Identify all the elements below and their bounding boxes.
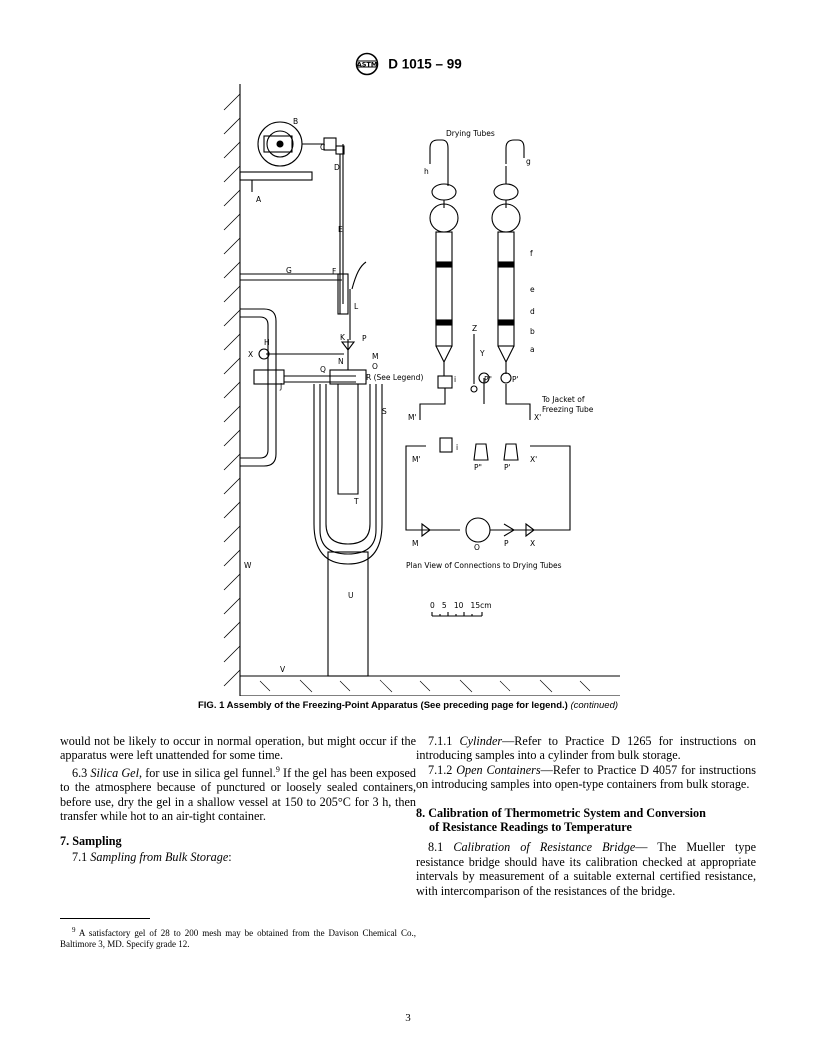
label-q: Q: [320, 365, 326, 374]
page-number: 3: [405, 1012, 411, 1024]
heading-line-2: of Resistance Readings to Temperature: [429, 820, 632, 835]
figure-caption: [0, 700, 816, 711]
section-text-2: If the gel has been exposed to the atmosphere because of punctured or loosely sealed containers, before use, dry the gel in a shallow vessel at 150 to 205°C for 3 h, then transfer while hot to an air-tight container.: [60, 765, 417, 824]
footnote-rule: [60, 918, 150, 919]
label-u: U: [348, 591, 354, 600]
stand-u: [328, 552, 368, 676]
caption-continued: (continued): [570, 700, 619, 711]
label-b: B: [293, 117, 299, 126]
plan-label-p1: P': [504, 463, 511, 472]
pipe-stand: [240, 309, 284, 466]
section-7-1-1: [416, 734, 756, 763]
section-number: 7.1: [72, 849, 91, 864]
svg-text:ASTM: ASTM: [356, 60, 378, 69]
section-text: , for use in silica gel funnel.: [138, 765, 276, 780]
drying-tube-1: [420, 140, 458, 420]
plan-label-o: O: [474, 543, 480, 552]
label-d-small: d: [530, 307, 535, 316]
motor-assembly: [240, 122, 344, 192]
label-h-small: h: [424, 167, 429, 176]
label-p1: P': [512, 375, 519, 384]
label-l: L: [354, 302, 359, 311]
paragraph-continuation: would not be likely to occur in normal operation, but might occur if the apparatus were left unattended for some time.: [60, 734, 416, 763]
heading-line-1: 8. Calibration of Thermometric System and Conversion: [416, 805, 706, 820]
scale-labels: 0 5 10 15cm: [430, 601, 492, 610]
section-title: Open Containers: [456, 762, 541, 777]
right-column: [416, 734, 756, 898]
label-c: C: [320, 143, 326, 152]
section-text: —Refer to Practice D 1265 for instructions on introducing samples into a cylinder from bulk storage.: [416, 734, 757, 763]
label-a: A: [256, 195, 262, 204]
plan-label-x1: X': [530, 455, 538, 464]
to-jacket-label-1: To Jacket of: [542, 395, 585, 404]
label-g-small: g: [526, 157, 531, 166]
section-7-1-2: [416, 763, 756, 792]
astm-logo-icon: [354, 52, 380, 76]
label-p: P: [362, 334, 367, 343]
plan-label-p2: P": [474, 463, 482, 472]
page-header: [0, 52, 816, 76]
footnote-text: A satisfactory gel of 28 to 200 mesh may be obtained from the Davison Chemical Co., Baltimore 3, MD. Specify grade 12.: [60, 928, 416, 949]
label-m: M: [372, 352, 379, 361]
wall-w: [224, 84, 240, 696]
footnote-ref: 9: [275, 764, 280, 774]
label-e-small: e: [530, 285, 535, 294]
label-a-small: a: [530, 345, 535, 354]
freezing-point-apparatus-figure: [200, 84, 620, 696]
label-b-small: b: [530, 327, 535, 336]
section-number: 6.3: [72, 765, 91, 780]
label-w: W: [244, 561, 252, 570]
label-r: R (See Legend): [366, 373, 424, 382]
section-title: Silica Gel: [90, 765, 139, 780]
label-y: Y: [480, 349, 485, 358]
section-title: Calibration of Resistance Bridge: [453, 840, 636, 855]
left-column: [60, 734, 416, 864]
plan-view-diagram: [406, 438, 570, 542]
floor-v: [240, 676, 620, 696]
plan-label-x: X: [530, 539, 536, 548]
label-f: F: [332, 267, 337, 276]
label-f-small: f: [530, 249, 533, 258]
label-j: J: [280, 382, 283, 391]
plan-label-p: P: [504, 539, 509, 548]
section-number: 7.1.1: [428, 734, 460, 748]
label-s: S: [382, 407, 387, 416]
label-x1: X': [534, 413, 542, 422]
label-e: E: [338, 225, 343, 234]
section-title: Cylinder: [459, 734, 503, 748]
plan-view-title: Plan View of Connections to Drying Tubes: [406, 561, 562, 570]
label-g: G: [286, 266, 292, 275]
label-z: Z: [472, 324, 478, 333]
plan-label-i: i: [456, 443, 459, 452]
plan-label-m: M: [412, 539, 419, 548]
plan-label-m1: M': [412, 455, 421, 464]
label-k: K: [340, 333, 345, 342]
document-id: D 1015 – 99: [388, 56, 462, 72]
section-title: Sampling from Bulk Storage: [90, 849, 229, 864]
caption-text: FIG. 1 Assembly of the Freezing-Point Apparatus (See preceding page for legend.): [197, 700, 568, 711]
section-number: 8.1: [428, 840, 454, 855]
section-number: 7.1.2: [428, 762, 457, 777]
section-text: :: [228, 849, 232, 864]
section-text: —Refer to Practice D 4057 for instructions on introducing samples into open-type containers from bulk storage.: [416, 762, 756, 792]
label-m1: M': [408, 413, 417, 422]
section-text: — The Mueller type resistance bridge should have its calibration checked at appropriate intervals by measurement of a suitable external certified resistance, with intercomparison of the resistances of the bridge.: [416, 840, 756, 898]
heading-calibration: [416, 806, 756, 835]
label-t: T: [354, 497, 359, 506]
scale-bar: [432, 612, 482, 616]
drying-tubes-title: Drying Tubes: [446, 129, 495, 138]
footnote-9: [60, 925, 416, 950]
label-x: X: [248, 350, 254, 359]
label-n: N: [338, 357, 344, 366]
label-i: i: [454, 375, 457, 384]
label-d: D: [334, 163, 340, 172]
label-v: V: [280, 665, 286, 674]
label-p2: P": [484, 375, 492, 384]
footnote-marker: 9: [71, 926, 76, 934]
section-6-3: [60, 763, 416, 824]
section-8-1: [416, 840, 756, 898]
label-h: H: [264, 338, 270, 347]
to-jacket-label-2: Freezing Tube: [542, 405, 594, 414]
drying-tube-2: [492, 140, 530, 420]
heading-sampling: 7. Sampling: [60, 833, 122, 848]
section-7-1: [60, 850, 416, 864]
label-o: O: [372, 362, 378, 371]
